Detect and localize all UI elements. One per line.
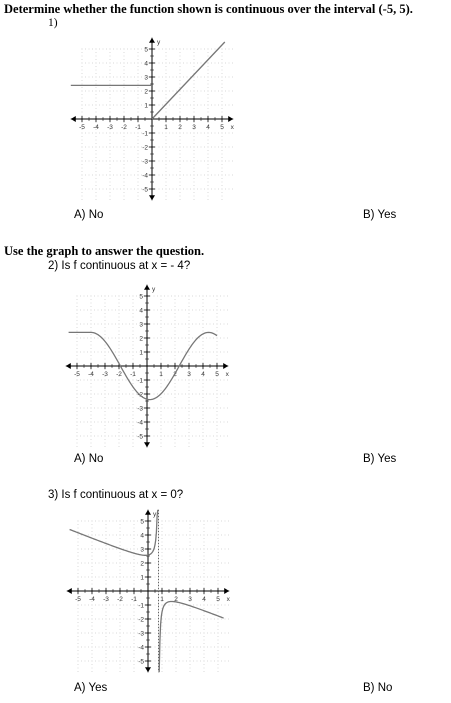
x-tick-label: -4 (93, 124, 99, 131)
question-2-choice-b[interactable]: B) Yes (363, 453, 397, 465)
y-tick-label: 5 (140, 518, 144, 526)
x-tick-label: -3 (103, 596, 109, 603)
y-tick-label: 4 (144, 60, 148, 68)
x-axis-arrow-left (71, 116, 76, 122)
x-tick-label: -3 (107, 124, 113, 131)
graph-question-3 (58, 505, 244, 677)
y-tick-label: -5 (137, 433, 143, 441)
x-axis-arrow-right (224, 588, 229, 594)
function-curve-left-branch (70, 510, 158, 556)
x-tick-label: -5 (79, 124, 85, 131)
question-3-choice-a[interactable]: A) Yes (74, 682, 108, 694)
y-axis-label: y (153, 510, 157, 518)
x-tick-label: -4 (88, 371, 94, 378)
x-tick-label: 3 (192, 124, 196, 131)
x-tick-label: -5 (75, 596, 81, 603)
y-axis-label: y (157, 38, 161, 46)
y-tick-label: 5 (144, 46, 148, 54)
x-axis-label: x (226, 596, 230, 603)
question-1-choice-a[interactable]: A) No (74, 209, 104, 221)
x-tick-label: -1 (131, 596, 137, 603)
x-axis-arrow-right (228, 116, 233, 122)
y-tick-label: 2 (144, 88, 148, 96)
y-axis-arrow-up (149, 38, 155, 43)
function-curve-right-branch (159, 601, 223, 672)
x-tick-label: -3 (102, 371, 108, 378)
y-axis-arrow-down (144, 442, 150, 447)
y-tick-label: -4 (142, 172, 148, 180)
graph-question-2 (54, 280, 240, 452)
y-axis-label: y (152, 285, 156, 293)
y-tick-label: 3 (140, 546, 144, 554)
y-tick-label: -5 (138, 658, 144, 666)
x-axis-label: x (230, 124, 234, 131)
y-tick-label: 5 (139, 293, 143, 301)
y-tick-label: -4 (137, 419, 143, 427)
x-axis-label: x (225, 371, 229, 378)
x-tick-label: 4 (201, 371, 205, 378)
y-tick-label: 3 (144, 74, 148, 82)
question-2-choice-a[interactable]: A) No (74, 453, 104, 465)
y-axis-arrow-down (149, 195, 155, 200)
x-tick-label: 5 (216, 596, 220, 603)
x-axis-arrow-left (67, 588, 72, 594)
x-tick-label: -2 (116, 371, 122, 378)
y-axis-arrow-up (145, 510, 151, 515)
x-tick-label: 1 (160, 596, 164, 603)
question-1-choice-b[interactable]: B) Yes (363, 209, 397, 221)
graph-question-1 (62, 30, 242, 208)
y-tick-label: -2 (137, 391, 143, 399)
dot-grid (82, 46, 233, 200)
dot-grid (77, 293, 228, 447)
y-tick-label: 4 (139, 307, 143, 315)
y-tick-label: 1 (140, 574, 144, 582)
x-tick-label: 4 (202, 596, 206, 603)
function-curve-right-line (152, 42, 225, 119)
x-tick-label: -4 (89, 596, 95, 603)
y-tick-label: 2 (139, 335, 143, 343)
x-axis-arrow-right (223, 363, 228, 369)
x-tick-label: 5 (215, 371, 219, 378)
x-tick-label: -2 (121, 124, 127, 131)
y-tick-label: -3 (138, 630, 144, 638)
x-tick-label: 2 (178, 124, 182, 131)
y-tick-label: 2 (140, 560, 144, 568)
dot-grid (78, 518, 229, 672)
section-header-use-graph: Use the graph to answer the question. (4, 244, 205, 258)
y-axis-arrow-down (145, 667, 151, 672)
question-2-text: 2) Is f continuous at x = - 4? (48, 260, 191, 272)
y-axis-arrow-up (144, 285, 150, 290)
x-tick-label: -1 (135, 124, 141, 131)
x-tick-label: 3 (187, 371, 191, 378)
x-tick-label: 5 (220, 124, 224, 131)
y-tick-label: -2 (142, 144, 148, 152)
y-tick-label: -5 (142, 186, 148, 194)
question-3-text: 3) Is f continuous at x = 0? (48, 489, 184, 501)
y-tick-label: -1 (138, 602, 144, 610)
x-tick-label: -1 (130, 371, 136, 378)
y-tick-label: -1 (137, 377, 143, 385)
question-1-number: 1) (48, 17, 58, 29)
x-tick-label: 3 (188, 596, 192, 603)
x-tick-label: 4 (206, 124, 210, 131)
y-tick-label: -4 (138, 644, 144, 652)
x-tick-label: 2 (173, 371, 177, 378)
x-tick-label: -5 (74, 371, 80, 378)
question-3-choice-b[interactable]: B) No (363, 682, 393, 694)
y-tick-label: -3 (142, 158, 148, 166)
x-tick-label: 1 (164, 124, 168, 131)
y-tick-label: -1 (142, 130, 148, 138)
y-tick-label: 3 (139, 321, 143, 329)
x-tick-label: 2 (174, 596, 178, 603)
y-tick-label: 1 (139, 349, 143, 357)
y-tick-label: 1 (144, 102, 148, 110)
y-tick-label: -3 (137, 405, 143, 413)
x-tick-label: 1 (159, 371, 163, 378)
y-tick-label: -2 (138, 616, 144, 624)
section-header-continuity: Determine whether the function shown is continuous over the interval (-5, 5). (4, 2, 413, 16)
x-tick-label: -2 (117, 596, 123, 603)
x-axis-arrow-left (66, 363, 71, 369)
y-tick-label: 4 (140, 532, 144, 540)
